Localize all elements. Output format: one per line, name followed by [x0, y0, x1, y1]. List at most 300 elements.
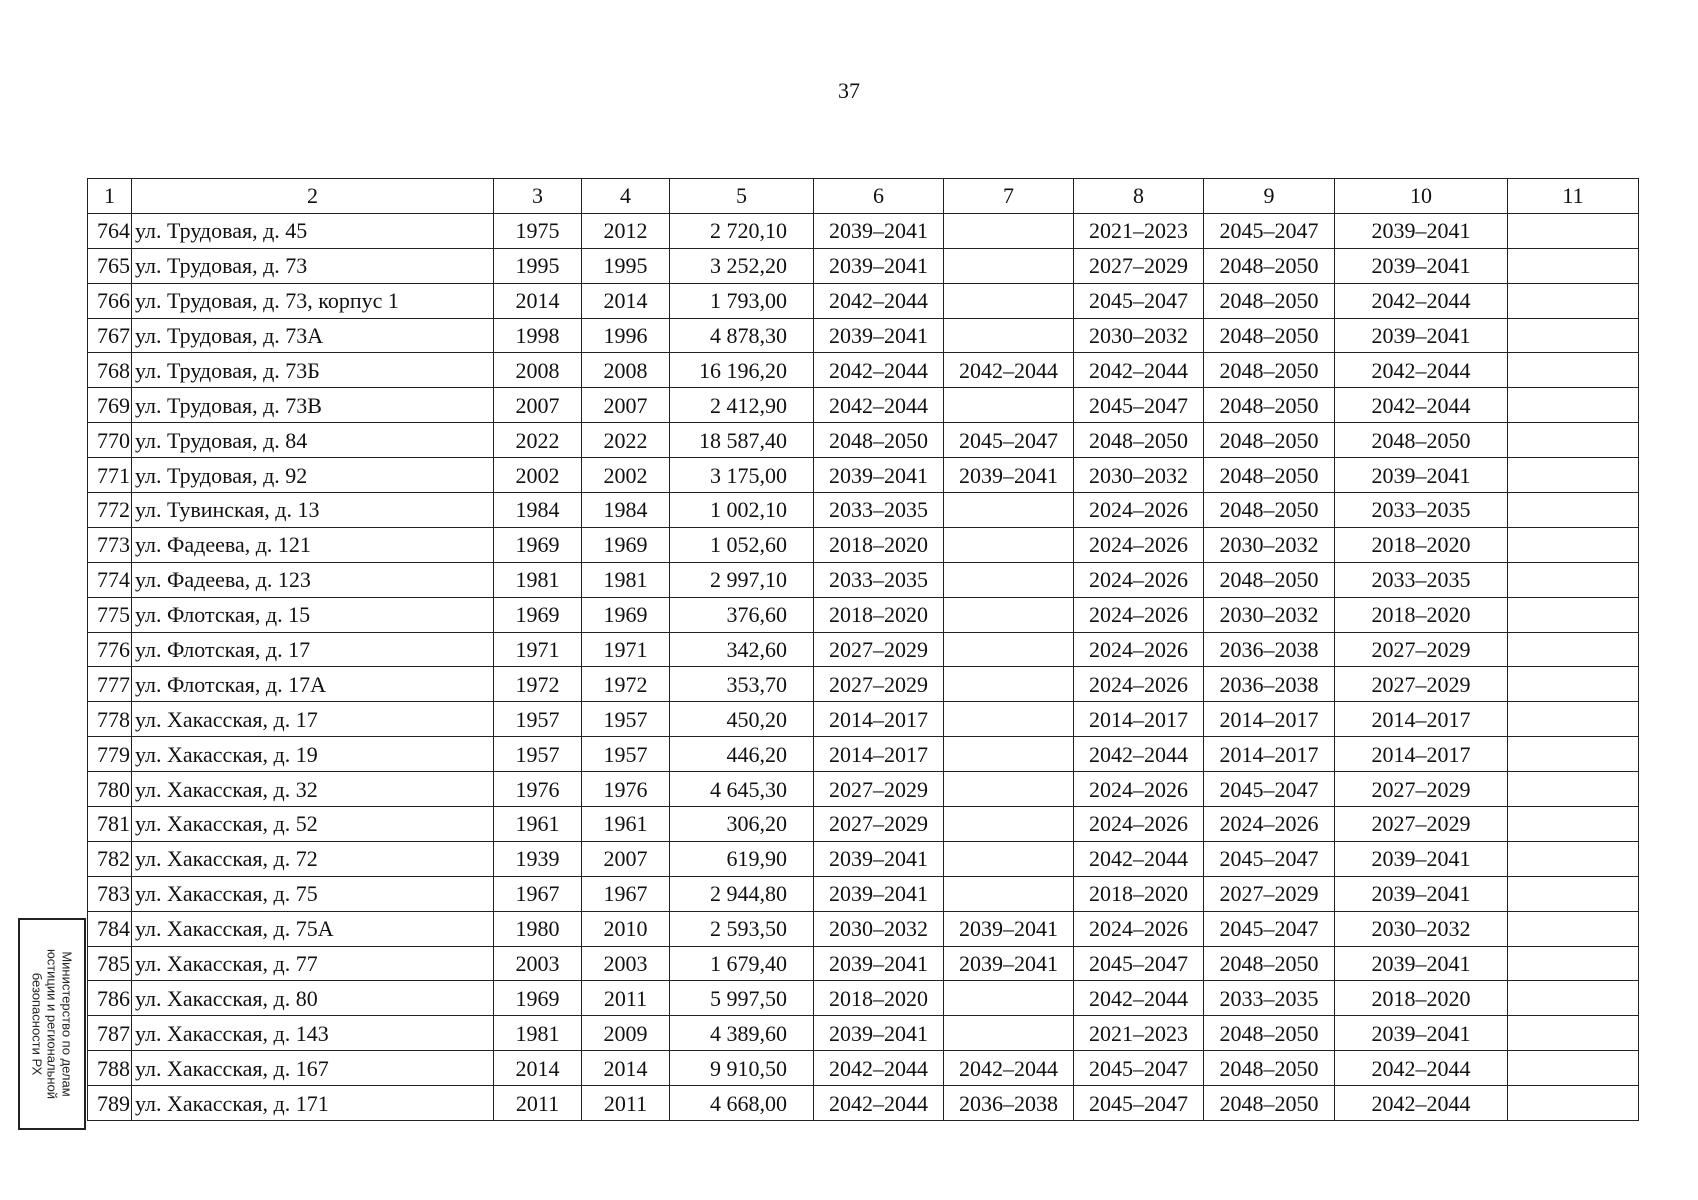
table-row [88, 946, 1639, 981]
cell-area: 2 720,10 [670, 213, 814, 248]
cell-period-7 [944, 283, 1074, 318]
cell-col-11 [1508, 1051, 1639, 1086]
cell-period-7 [944, 841, 1074, 876]
cell-area: 446,20 [670, 737, 814, 772]
cell-year-3: 1969 [582, 527, 670, 562]
cell-col-11 [1508, 632, 1639, 667]
cell-period-6: 2014–2017 [814, 737, 944, 772]
table-row [88, 388, 1639, 423]
cell-row-number: 774 [88, 562, 132, 597]
cell-period-10: 2027–2029 [1335, 632, 1508, 667]
cell-col-11 [1508, 248, 1639, 283]
cell-col-11 [1508, 283, 1639, 318]
cell-period-7 [944, 807, 1074, 842]
cell-row-number: 778 [88, 702, 132, 737]
cell-year-built: 1961 [494, 807, 582, 842]
cell-period-10: 2042–2044 [1335, 1086, 1508, 1121]
cell-col-11 [1508, 911, 1639, 946]
cell-row-number: 782 [88, 841, 132, 876]
table-row [88, 353, 1639, 388]
cell-period-9: 2027–2029 [1204, 876, 1335, 911]
cell-period-6: 2039–2041 [814, 1016, 944, 1051]
cell-period-7 [944, 667, 1074, 702]
cell-period-7: 2042–2044 [944, 1051, 1074, 1086]
cell-period-10: 2042–2044 [1335, 1051, 1508, 1086]
cell-year-3: 1995 [582, 248, 670, 283]
cell-period-7 [944, 702, 1074, 737]
cell-col-11 [1508, 318, 1639, 353]
cell-area: 2 412,90 [670, 388, 814, 423]
cell-year-3: 1981 [582, 562, 670, 597]
cell-period-9: 2036–2038 [1204, 632, 1335, 667]
cell-period-8: 2018–2020 [1074, 876, 1204, 911]
table-row [88, 597, 1639, 632]
cell-period-9: 2048–2050 [1204, 283, 1335, 318]
cell-period-10: 2039–2041 [1335, 876, 1508, 911]
cell-area: 3 175,00 [670, 458, 814, 493]
cell-address: ул. Хакасская, д. 19 [132, 737, 494, 772]
table-row [88, 248, 1639, 283]
cell-row-number: 786 [88, 981, 132, 1016]
cell-row-number: 776 [88, 632, 132, 667]
cell-period-7 [944, 876, 1074, 911]
cell-year-3: 2007 [582, 388, 670, 423]
cell-period-6: 2018–2020 [814, 597, 944, 632]
cell-period-9: 2048–2050 [1204, 1051, 1335, 1086]
cell-area: 16 196,20 [670, 353, 814, 388]
cell-period-6: 2042–2044 [814, 353, 944, 388]
stamp-text [30, 924, 75, 1124]
cell-area: 353,70 [670, 667, 814, 702]
cell-period-7: 2039–2041 [944, 946, 1074, 981]
cell-period-6: 2042–2044 [814, 1086, 944, 1121]
cell-col-11 [1508, 807, 1639, 842]
cell-row-number: 787 [88, 1016, 132, 1051]
cell-address: ул. Трудовая, д. 45 [132, 213, 494, 248]
cell-address: ул. Фадеева, д. 121 [132, 527, 494, 562]
cell-col-11 [1508, 737, 1639, 772]
cell-period-6: 2027–2029 [814, 807, 944, 842]
cell-area: 2 997,10 [670, 562, 814, 597]
column-header-6: 6 [814, 179, 944, 214]
cell-year-built: 1969 [494, 527, 582, 562]
cell-period-6: 2030–2032 [814, 911, 944, 946]
column-header-4: 4 [582, 179, 670, 214]
cell-year-built: 1969 [494, 981, 582, 1016]
cell-area: 3 252,20 [670, 248, 814, 283]
cell-address: ул. Флотская, д. 17 [132, 632, 494, 667]
cell-address: ул. Трудовая, д. 73Б [132, 353, 494, 388]
cell-col-11 [1508, 981, 1639, 1016]
cell-col-11 [1508, 353, 1639, 388]
page-number: 37 [838, 78, 860, 103]
cell-period-7: 2042–2044 [944, 353, 1074, 388]
cell-col-11 [1508, 562, 1639, 597]
cell-period-6: 2039–2041 [814, 876, 944, 911]
cell-col-11 [1508, 493, 1639, 528]
column-header-7: 7 [944, 179, 1074, 214]
cell-period-10: 2018–2020 [1335, 527, 1508, 562]
cell-period-8: 2045–2047 [1074, 283, 1204, 318]
cell-period-8: 2014–2017 [1074, 702, 1204, 737]
cell-year-built: 2014 [494, 283, 582, 318]
cell-row-number: 775 [88, 597, 132, 632]
cell-period-9: 2036–2038 [1204, 667, 1335, 702]
cell-row-number: 784 [88, 911, 132, 946]
cell-col-11 [1508, 841, 1639, 876]
cell-year-built: 1984 [494, 493, 582, 528]
table-row [88, 458, 1639, 493]
table-row [88, 1016, 1639, 1051]
table-row [88, 632, 1639, 667]
column-header-11: 11 [1508, 179, 1639, 214]
cell-area: 619,90 [670, 841, 814, 876]
cell-period-10: 2014–2017 [1335, 702, 1508, 737]
cell-year-3: 1996 [582, 318, 670, 353]
cell-address: ул. Хакасская, д. 143 [132, 1016, 494, 1051]
table-row [88, 737, 1639, 772]
cell-year-built: 2008 [494, 353, 582, 388]
cell-period-9: 2030–2032 [1204, 597, 1335, 632]
cell-period-10: 2039–2041 [1335, 213, 1508, 248]
cell-year-built: 1981 [494, 562, 582, 597]
cell-period-6: 2033–2035 [814, 562, 944, 597]
cell-year-built: 2002 [494, 458, 582, 493]
cell-address: ул. Тувинская, д. 13 [132, 493, 494, 528]
housing-register-table [87, 178, 1639, 1121]
cell-year-built: 2014 [494, 1051, 582, 1086]
cell-year-3: 1957 [582, 737, 670, 772]
cell-col-11 [1508, 667, 1639, 702]
table-row [88, 702, 1639, 737]
table-row [88, 527, 1639, 562]
cell-period-8: 2024–2026 [1074, 911, 1204, 946]
cell-period-7 [944, 1016, 1074, 1051]
cell-row-number: 768 [88, 353, 132, 388]
cell-area: 4 878,30 [670, 318, 814, 353]
cell-col-11 [1508, 423, 1639, 458]
cell-period-8: 2042–2044 [1074, 737, 1204, 772]
cell-period-10: 2030–2032 [1335, 911, 1508, 946]
cell-period-10: 2039–2041 [1335, 248, 1508, 283]
cell-row-number: 765 [88, 248, 132, 283]
cell-period-9: 2048–2050 [1204, 458, 1335, 493]
cell-year-built: 1969 [494, 597, 582, 632]
cell-address: ул. Хакасская, д. 52 [132, 807, 494, 842]
cell-period-10: 2027–2029 [1335, 772, 1508, 807]
cell-row-number: 779 [88, 737, 132, 772]
cell-period-8: 2024–2026 [1074, 597, 1204, 632]
column-header-1: 1 [88, 179, 132, 214]
cell-area: 342,60 [670, 632, 814, 667]
table-row [88, 667, 1639, 702]
stamp-line: юстиции и региональной [44, 948, 60, 1100]
cell-address: ул. Трудовая, д. 73А [132, 318, 494, 353]
cell-year-built: 1998 [494, 318, 582, 353]
cell-area: 9 910,50 [670, 1051, 814, 1086]
cell-period-8: 2045–2047 [1074, 1086, 1204, 1121]
registration-stamp [18, 918, 86, 1130]
cell-period-6: 2039–2041 [814, 213, 944, 248]
cell-period-9: 2048–2050 [1204, 1016, 1335, 1051]
column-header-8: 8 [1074, 179, 1204, 214]
cell-period-7: 2045–2047 [944, 423, 1074, 458]
cell-col-11 [1508, 946, 1639, 981]
table-row [88, 911, 1639, 946]
cell-col-11 [1508, 597, 1639, 632]
cell-area: 4 389,60 [670, 1016, 814, 1051]
cell-area: 4 645,30 [670, 772, 814, 807]
cell-period-9: 2048–2050 [1204, 388, 1335, 423]
cell-address: ул. Трудовая, д. 73 [132, 248, 494, 283]
table-header-row [88, 179, 1639, 214]
cell-period-7 [944, 388, 1074, 423]
cell-period-8: 2024–2026 [1074, 632, 1204, 667]
column-header-2: 2 [132, 179, 494, 214]
cell-period-10: 2014–2017 [1335, 737, 1508, 772]
cell-address: ул. Хакасская, д. 32 [132, 772, 494, 807]
cell-period-6: 2042–2044 [814, 388, 944, 423]
cell-address: ул. Хакасская, д. 167 [132, 1051, 494, 1086]
cell-year-built: 1980 [494, 911, 582, 946]
cell-area: 4 668,00 [670, 1086, 814, 1121]
cell-period-7 [944, 213, 1074, 248]
cell-period-7 [944, 493, 1074, 528]
cell-col-11 [1508, 702, 1639, 737]
cell-row-number: 788 [88, 1051, 132, 1086]
cell-row-number: 780 [88, 772, 132, 807]
cell-year-3: 2003 [582, 946, 670, 981]
table-row [88, 841, 1639, 876]
cell-period-10: 2042–2044 [1335, 388, 1508, 423]
cell-period-9: 2024–2026 [1204, 807, 1335, 842]
cell-period-6: 2027–2029 [814, 632, 944, 667]
cell-period-6: 2039–2041 [814, 318, 944, 353]
cell-period-8: 2024–2026 [1074, 527, 1204, 562]
cell-period-10: 2048–2050 [1335, 423, 1508, 458]
table-body [88, 213, 1639, 1120]
cell-area: 5 997,50 [670, 981, 814, 1016]
cell-period-6: 2014–2017 [814, 702, 944, 737]
table-row [88, 493, 1639, 528]
cell-area: 2 593,50 [670, 911, 814, 946]
cell-address: ул. Хакасская, д. 77 [132, 946, 494, 981]
cell-area: 376,60 [670, 597, 814, 632]
cell-period-9: 2014–2017 [1204, 702, 1335, 737]
cell-period-9: 2048–2050 [1204, 353, 1335, 388]
cell-period-10: 2027–2029 [1335, 807, 1508, 842]
cell-area: 1 793,00 [670, 283, 814, 318]
cell-period-7 [944, 248, 1074, 283]
cell-period-8: 2030–2032 [1074, 318, 1204, 353]
cell-year-3: 1984 [582, 493, 670, 528]
cell-area: 1 052,60 [670, 527, 814, 562]
cell-period-6: 2039–2041 [814, 841, 944, 876]
stamp-line: Министерство по делам [59, 951, 75, 1097]
cell-address: ул. Трудовая, д. 73В [132, 388, 494, 423]
cell-year-built: 1957 [494, 702, 582, 737]
cell-col-11 [1508, 876, 1639, 911]
cell-period-10: 2018–2020 [1335, 981, 1508, 1016]
cell-row-number: 766 [88, 283, 132, 318]
cell-year-3: 2011 [582, 1086, 670, 1121]
cell-row-number: 767 [88, 318, 132, 353]
cell-period-9: 2048–2050 [1204, 493, 1335, 528]
cell-year-3: 1957 [582, 702, 670, 737]
cell-year-3: 2022 [582, 423, 670, 458]
cell-col-11 [1508, 1086, 1639, 1121]
cell-row-number: 773 [88, 527, 132, 562]
cell-year-built: 1981 [494, 1016, 582, 1051]
cell-address: ул. Трудовая, д. 92 [132, 458, 494, 493]
cell-year-3: 2011 [582, 981, 670, 1016]
cell-period-7 [944, 737, 1074, 772]
cell-year-built: 1939 [494, 841, 582, 876]
column-header-3: 3 [494, 179, 582, 214]
cell-period-9: 2048–2050 [1204, 562, 1335, 597]
cell-year-3: 2009 [582, 1016, 670, 1051]
cell-period-7: 2036–2038 [944, 1086, 1074, 1121]
cell-period-10: 2018–2020 [1335, 597, 1508, 632]
stamp-line: безопасности РХ [29, 972, 45, 1076]
cell-area: 306,20 [670, 807, 814, 842]
cell-period-8: 2024–2026 [1074, 493, 1204, 528]
column-header-10: 10 [1335, 179, 1508, 214]
cell-row-number: 785 [88, 946, 132, 981]
cell-year-3: 1976 [582, 772, 670, 807]
cell-address: ул. Флотская, д. 15 [132, 597, 494, 632]
column-header-5: 5 [670, 179, 814, 214]
cell-period-8: 2048–2050 [1074, 423, 1204, 458]
cell-address: ул. Хакасская, д. 72 [132, 841, 494, 876]
cell-year-built: 1975 [494, 213, 582, 248]
cell-year-built: 1971 [494, 632, 582, 667]
cell-period-8: 2021–2023 [1074, 1016, 1204, 1051]
cell-year-3: 1967 [582, 876, 670, 911]
cell-period-7 [944, 597, 1074, 632]
cell-row-number: 771 [88, 458, 132, 493]
table-row [88, 876, 1639, 911]
cell-period-10: 2033–2035 [1335, 493, 1508, 528]
cell-period-8: 2021–2023 [1074, 213, 1204, 248]
cell-period-8: 2024–2026 [1074, 562, 1204, 597]
cell-address: ул. Хакасская, д. 75 [132, 876, 494, 911]
cell-period-9: 2048–2050 [1204, 423, 1335, 458]
cell-period-10: 2039–2041 [1335, 458, 1508, 493]
cell-period-10: 2033–2035 [1335, 562, 1508, 597]
cell-year-built: 1976 [494, 772, 582, 807]
cell-row-number: 772 [88, 493, 132, 528]
cell-year-built: 2022 [494, 423, 582, 458]
cell-period-8: 2027–2029 [1074, 248, 1204, 283]
cell-year-3: 1972 [582, 667, 670, 702]
cell-period-8: 2024–2026 [1074, 667, 1204, 702]
cell-period-9: 2014–2017 [1204, 737, 1335, 772]
cell-period-6: 2027–2029 [814, 772, 944, 807]
table-row [88, 981, 1639, 1016]
cell-period-6: 2039–2041 [814, 458, 944, 493]
cell-period-7: 2039–2041 [944, 458, 1074, 493]
cell-year-built: 2003 [494, 946, 582, 981]
cell-period-8: 2045–2047 [1074, 388, 1204, 423]
cell-year-built: 1967 [494, 876, 582, 911]
cell-period-6: 2048–2050 [814, 423, 944, 458]
cell-period-9: 2048–2050 [1204, 1086, 1335, 1121]
cell-year-3: 2012 [582, 213, 670, 248]
cell-period-7 [944, 562, 1074, 597]
cell-period-10: 2027–2029 [1335, 667, 1508, 702]
cell-period-7 [944, 527, 1074, 562]
cell-address: ул. Хакасская, д. 75А [132, 911, 494, 946]
table-row [88, 318, 1639, 353]
cell-year-3: 2007 [582, 841, 670, 876]
cell-col-11 [1508, 388, 1639, 423]
cell-row-number: 783 [88, 876, 132, 911]
cell-row-number: 781 [88, 807, 132, 842]
cell-period-7 [944, 981, 1074, 1016]
cell-period-10: 2042–2044 [1335, 353, 1508, 388]
cell-period-9: 2045–2047 [1204, 911, 1335, 946]
cell-period-9: 2045–2047 [1204, 841, 1335, 876]
cell-period-9: 2048–2050 [1204, 318, 1335, 353]
cell-col-11 [1508, 772, 1639, 807]
cell-period-7 [944, 318, 1074, 353]
cell-year-3: 1969 [582, 597, 670, 632]
cell-year-3: 2010 [582, 911, 670, 946]
cell-period-9: 2045–2047 [1204, 213, 1335, 248]
cell-year-built: 1957 [494, 737, 582, 772]
cell-period-10: 2039–2041 [1335, 1016, 1508, 1051]
cell-area: 450,20 [670, 702, 814, 737]
cell-area: 18 587,40 [670, 423, 814, 458]
cell-period-10: 2042–2044 [1335, 283, 1508, 318]
cell-period-8: 2024–2026 [1074, 807, 1204, 842]
cell-period-6: 2018–2020 [814, 981, 944, 1016]
cell-year-built: 2011 [494, 1086, 582, 1121]
cell-address: ул. Флотская, д. 17А [132, 667, 494, 702]
cell-period-7 [944, 772, 1074, 807]
cell-year-built: 1972 [494, 667, 582, 702]
cell-year-3: 2002 [582, 458, 670, 493]
cell-col-11 [1508, 213, 1639, 248]
cell-year-3: 1961 [582, 807, 670, 842]
cell-col-11 [1508, 1016, 1639, 1051]
cell-row-number: 769 [88, 388, 132, 423]
cell-year-3: 2014 [582, 283, 670, 318]
cell-period-8: 2045–2047 [1074, 946, 1204, 981]
cell-address: ул. Трудовая, д. 84 [132, 423, 494, 458]
table-row [88, 213, 1639, 248]
cell-period-9: 2048–2050 [1204, 946, 1335, 981]
cell-area: 1 002,10 [670, 493, 814, 528]
cell-year-3: 1971 [582, 632, 670, 667]
cell-col-11 [1508, 458, 1639, 493]
table-row [88, 1086, 1639, 1121]
table-row [88, 772, 1639, 807]
cell-area: 1 679,40 [670, 946, 814, 981]
cell-year-built: 2007 [494, 388, 582, 423]
cell-period-6: 2042–2044 [814, 283, 944, 318]
cell-row-number: 789 [88, 1086, 132, 1121]
cell-row-number: 770 [88, 423, 132, 458]
cell-period-10: 2039–2041 [1335, 318, 1508, 353]
cell-period-8: 2042–2044 [1074, 841, 1204, 876]
cell-period-6: 2018–2020 [814, 527, 944, 562]
cell-row-number: 777 [88, 667, 132, 702]
table-row [88, 562, 1639, 597]
cell-period-8: 2045–2047 [1074, 1051, 1204, 1086]
cell-col-11 [1508, 527, 1639, 562]
